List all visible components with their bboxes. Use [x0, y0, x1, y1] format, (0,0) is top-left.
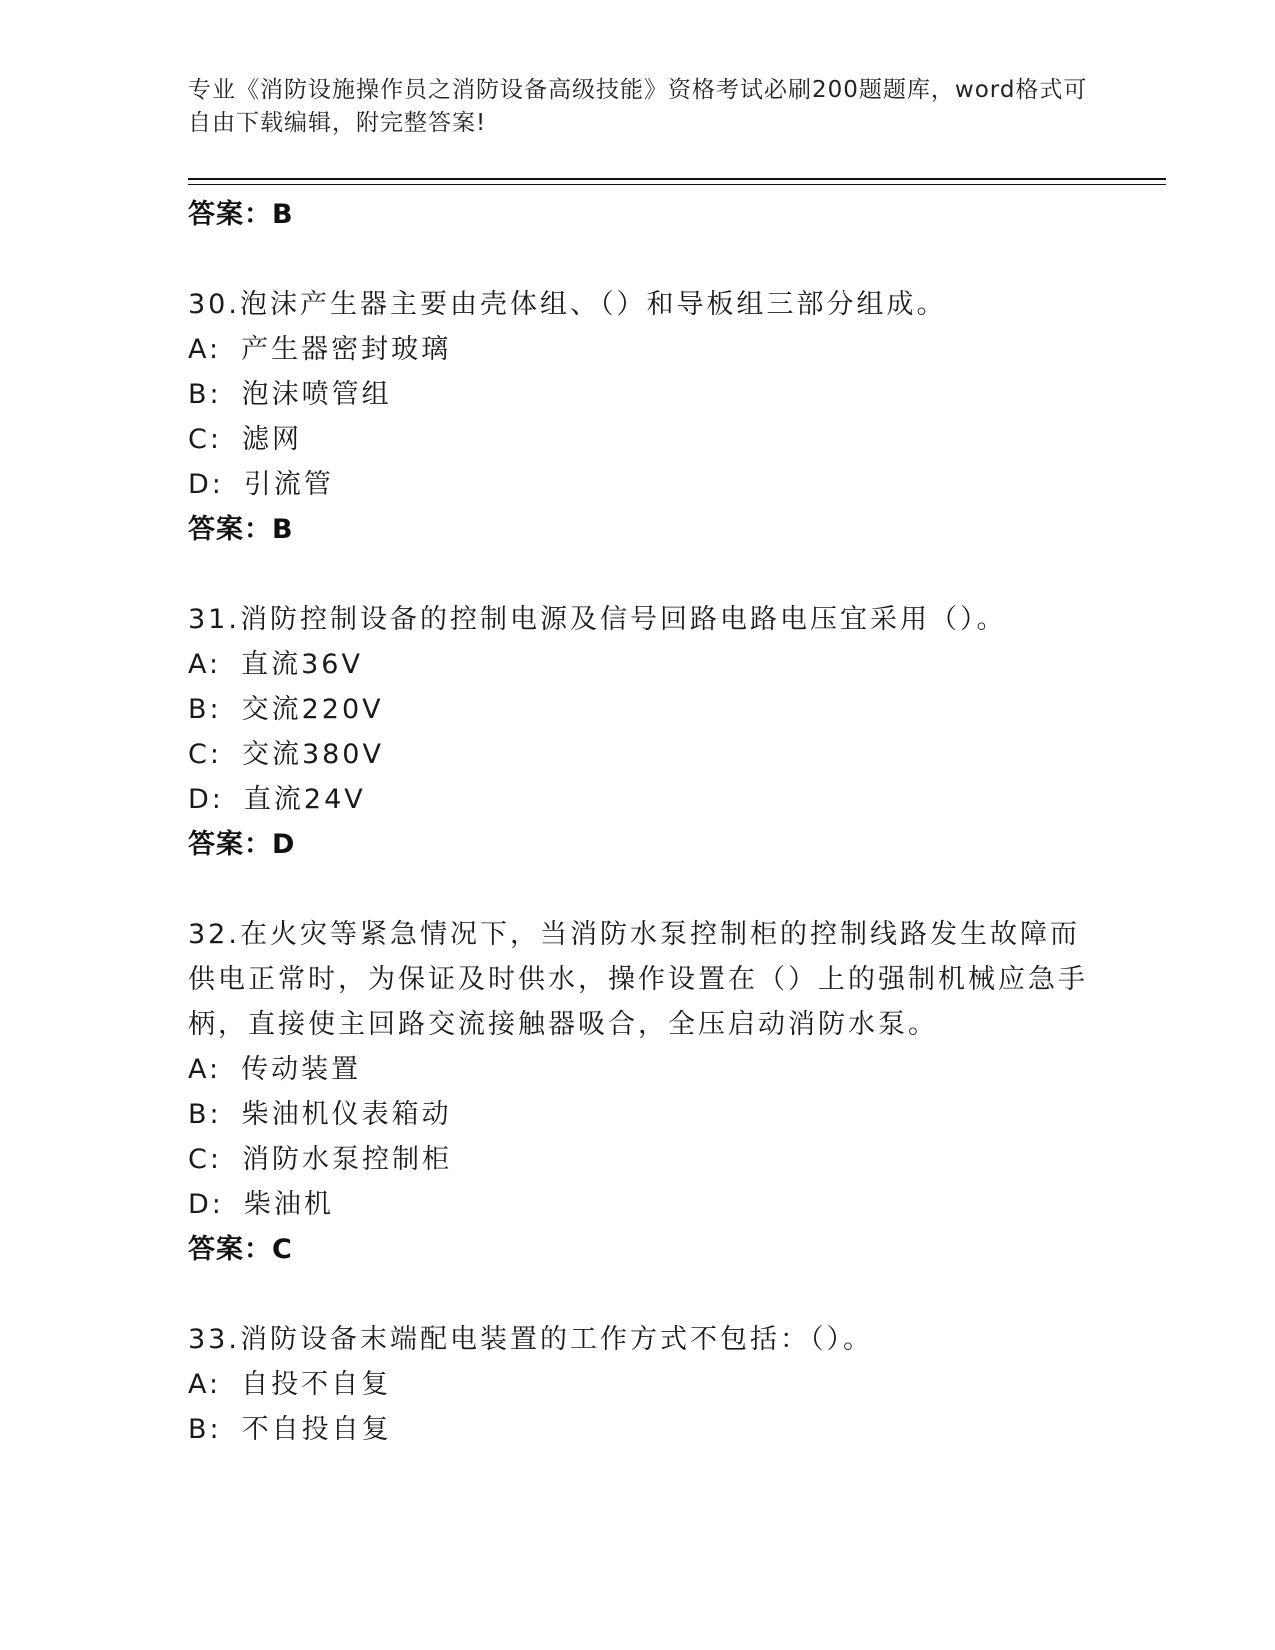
option-letter: C:: [188, 1144, 222, 1175]
option-letter: A:: [188, 1054, 222, 1085]
option-letter: C:: [188, 739, 222, 770]
option-item: [188, 1407, 1088, 1452]
option-item: [188, 1137, 1088, 1182]
option-item: [188, 417, 1088, 462]
option-letter: D:: [188, 1189, 224, 1220]
question-text: 30.泡沫产生器主要由壳体组、（）和导板组三部分组成。: [188, 289, 947, 320]
header-divider-thick: [188, 178, 1166, 180]
question-text: 32.在火灾等紧急情况下，当消防水泵控制柜的控制线路发生故障而供电正常时，为保证及时供水，操作设置在（）上的强制机械应急手柄，直接使主回路交流接触器吸合，全压启动消防水泵。: [188, 919, 1088, 1040]
option-letter: B:: [188, 1099, 222, 1130]
option-text: 直流24V: [243, 784, 366, 815]
question-text: 31.消防控制设备的控制电源及信号回路电路电压宜采用（）。: [188, 604, 1007, 635]
option-text: 交流380V: [241, 739, 384, 770]
option-item: [188, 462, 1088, 507]
option-text: 滤网: [241, 424, 302, 455]
answer-line: 答案：C: [188, 1234, 293, 1265]
option-item: [188, 777, 1088, 822]
option-text: 产生器密封玻璃: [241, 334, 452, 365]
option-text: 传动装置: [241, 1054, 362, 1085]
question-text: 33.消防设备末端配电装置的工作方式不包括：（）。: [188, 1324, 873, 1355]
option-text: 自投不自复: [241, 1369, 392, 1400]
option-letter: D:: [188, 469, 224, 500]
option-text: 泡沫喷管组: [241, 379, 392, 410]
option-item: [188, 327, 1088, 372]
option-letter: B:: [188, 379, 222, 410]
option-item: [188, 1092, 1088, 1137]
answer-line: 答案：D: [188, 829, 296, 860]
option-text: 柴油机仪表箱动: [241, 1099, 452, 1130]
option-letter: B:: [188, 694, 222, 725]
option-letter: C:: [188, 424, 222, 455]
answer-line: 答案：B: [188, 514, 294, 545]
document-header: 专业《消防设施操作员之消防设备高级技能》资格考试必刷200题题库，word格式可自由下载编辑，附完整答案!: [188, 77, 1088, 136]
option-item: [188, 687, 1088, 732]
option-item: [188, 1182, 1088, 1227]
option-text: 引流管: [243, 469, 334, 500]
option-text: 直流36V: [241, 649, 363, 680]
option-letter: B:: [188, 1414, 222, 1445]
header-divider-thin: [188, 184, 1166, 185]
option-letter: A:: [188, 1369, 222, 1400]
option-item: [188, 1047, 1088, 1092]
option-letter: A:: [188, 649, 222, 680]
option-item: [188, 732, 1088, 777]
option-text: 交流220V: [241, 694, 384, 725]
option-text: 柴油机: [243, 1189, 334, 1220]
option-text: 消防水泵控制柜: [241, 1144, 452, 1175]
option-letter: D:: [188, 784, 224, 815]
option-letter: A:: [188, 334, 222, 365]
question-list: [188, 192, 1088, 1452]
option-text: 不自投自复: [241, 1414, 392, 1445]
option-item: [188, 1362, 1088, 1407]
option-item: [188, 372, 1088, 417]
option-item: [188, 642, 1088, 687]
previous-answer: 答案：B: [188, 199, 294, 230]
